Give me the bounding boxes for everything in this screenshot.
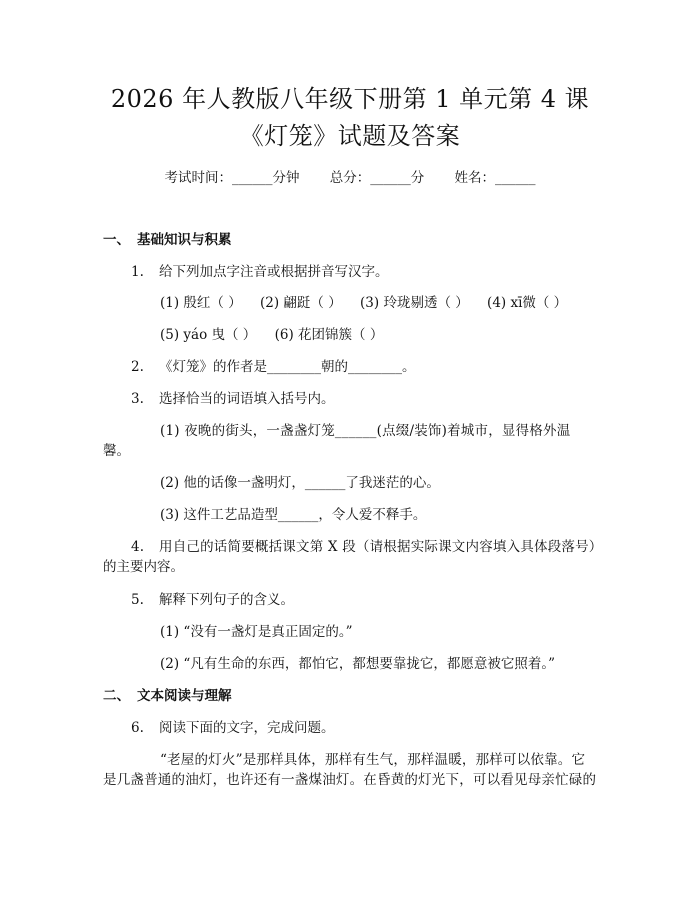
section-heading-1: 一、 基础知识与积累: [103, 232, 232, 248]
question-3-sub-3: (3) 这件工艺品造型______，令人爱不释手。: [160, 507, 427, 523]
question-1-item: (4) xī微（ ）: [487, 295, 568, 311]
question-1-item: (5) yáo 曳（ ）: [160, 327, 257, 343]
question-5-sub-1: (1) “没有一盏灯是真正固定的。”: [160, 624, 353, 640]
title-line-2: 《灯笼》试题及答案: [239, 122, 461, 150]
section-heading-2: 二、 文本阅读与理解: [103, 688, 232, 704]
exam-meta: [0, 168, 700, 188]
question-4-cont: 的主要内容。: [103, 559, 184, 575]
question-2: 2. 《灯笼》的作者是________朝的________。: [131, 359, 416, 375]
question-6: 6. 阅读下面的文字，完成问题。: [131, 720, 335, 736]
question-1-item: (2) 翩跹（ ）: [260, 295, 342, 311]
question-1-item: (6) 花团锦簇（ ）: [274, 327, 384, 343]
question-3: 3. 选择恰当的词语填入括号内。: [131, 391, 335, 407]
question-5-sub-2: (2) “凡有生命的东西，都怕它，都想要靠拢它，都愿意被它照着。”: [160, 656, 555, 672]
title-line-1: 2026 年人教版八年级下册第 1 单元第 4 课: [110, 85, 590, 113]
total-score: 总分：______分: [329, 170, 425, 186]
question-1-items-row-2: [160, 325, 383, 345]
question-3-sub-2: (2) 他的话像一盏明灯，______了我迷茫的心。: [160, 475, 440, 491]
question-5: 5. 解释下列句子的含义。: [131, 592, 294, 608]
question-3-sub-1: (1) 夜晚的街头，一盏盏灯笼______(点缀/装饰)着城市，显得格外温: [160, 423, 571, 439]
question-1: 1. 给下列加点字注音或根据拼音写汉字。: [131, 264, 389, 280]
question-1-items-row-1: [160, 293, 567, 313]
question-3-sub-1-cont: 馨。: [103, 443, 130, 459]
reading-passage-line-1: “老屋的灯火”是那样具体，那样有生气，那样温暖，那样可以依靠。它: [160, 752, 586, 768]
student-name: 姓名：______: [454, 170, 536, 186]
reading-passage-line-2: 是几盏普通的油灯，也许还有一盏煤油灯。在昏黄的灯光下，可以看见母亲忙碌的: [103, 772, 597, 788]
question-1-item: (1) 殷红（ ）: [160, 295, 242, 311]
exam-time: 考试时间：______分钟: [164, 170, 300, 186]
question-1-item: (3) 玲珑剔透（ ）: [360, 295, 469, 311]
question-4: 4. 用自己的话简要概括课文第 X 段（请根据实际课文内容填入具体段落号）: [131, 539, 603, 555]
